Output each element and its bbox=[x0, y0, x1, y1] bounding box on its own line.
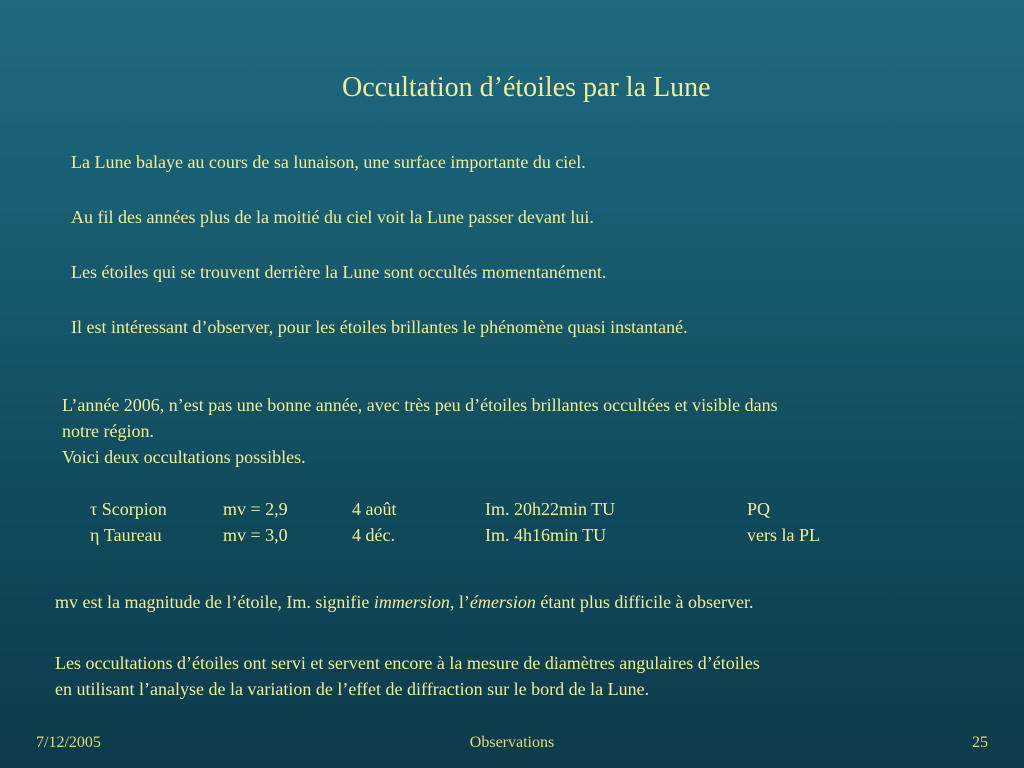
footer-section: Observations bbox=[469, 734, 555, 751]
intro-line: Voici deux occultations possibles. bbox=[62, 447, 306, 467]
final-line: en utilisant l’analyse de la variation de l’effet de diffraction sur le bord de la Lune. bbox=[55, 679, 650, 699]
note-text: étant plus difficile à observer. bbox=[535, 592, 754, 612]
immersion-time: Im. 20h22min TU bbox=[485, 499, 616, 519]
magnitude-note bbox=[55, 589, 754, 615]
note-text: , l’ bbox=[449, 592, 470, 612]
diameter-measurement-paragraph bbox=[55, 650, 760, 702]
occultations-table bbox=[90, 496, 990, 548]
star-name: η Taureau bbox=[90, 525, 162, 545]
star-magnitude: mv = 3,0 bbox=[223, 525, 288, 545]
slide-title: Occultation d’étoiles par la Lune bbox=[342, 72, 711, 103]
star-magnitude: mv = 2,9 bbox=[223, 499, 288, 519]
occultation-row-scorpion bbox=[90, 496, 990, 522]
note-text: mv est la magnitude de l’étoile, Im. signifie bbox=[55, 592, 374, 612]
occultation-date: 4 déc. bbox=[352, 525, 395, 545]
occultation-date: 4 août bbox=[352, 499, 397, 519]
immersion-time: Im. 4h16min TU bbox=[485, 525, 607, 545]
footer-date: 7/12/2005 bbox=[36, 734, 101, 751]
intro-2006 bbox=[62, 392, 982, 470]
moon-phase: vers la PL bbox=[747, 525, 820, 545]
note-emersion-term: émersion bbox=[469, 592, 536, 612]
occultation-row-taureau bbox=[90, 522, 990, 548]
paragraph-observation-interest: Il est intéressant d’observer, pour les étoiles brillantes le phénomène quasi instantané. bbox=[71, 317, 688, 337]
footer-page-number: 25 bbox=[972, 734, 988, 751]
paragraph-occulted-stars: Les étoiles qui se trouvent derrière la Lune sont occultés momentanément. bbox=[71, 262, 607, 282]
moon-phase: PQ bbox=[747, 499, 771, 519]
paragraph-lunar-sweep: La Lune balaye au cours de sa lunaison, une surface importante du ciel. bbox=[71, 152, 586, 172]
note-immersion-term: immersion bbox=[373, 592, 450, 612]
intro-line: L’année 2006, n’est pas une bonne année, avec très peu d’étoiles brillantes occultées et visible dans bbox=[62, 395, 778, 415]
intro-line: notre région. bbox=[62, 421, 154, 441]
star-name: τ Scorpion bbox=[90, 499, 167, 519]
paragraph-sky-coverage: Au fil des années plus de la moitié du ciel voit la Lune passer devant lui. bbox=[71, 207, 594, 227]
final-line: Les occultations d’étoiles ont servi et servent encore à la mesure de diamètres angulaires d’étoiles bbox=[55, 653, 760, 673]
